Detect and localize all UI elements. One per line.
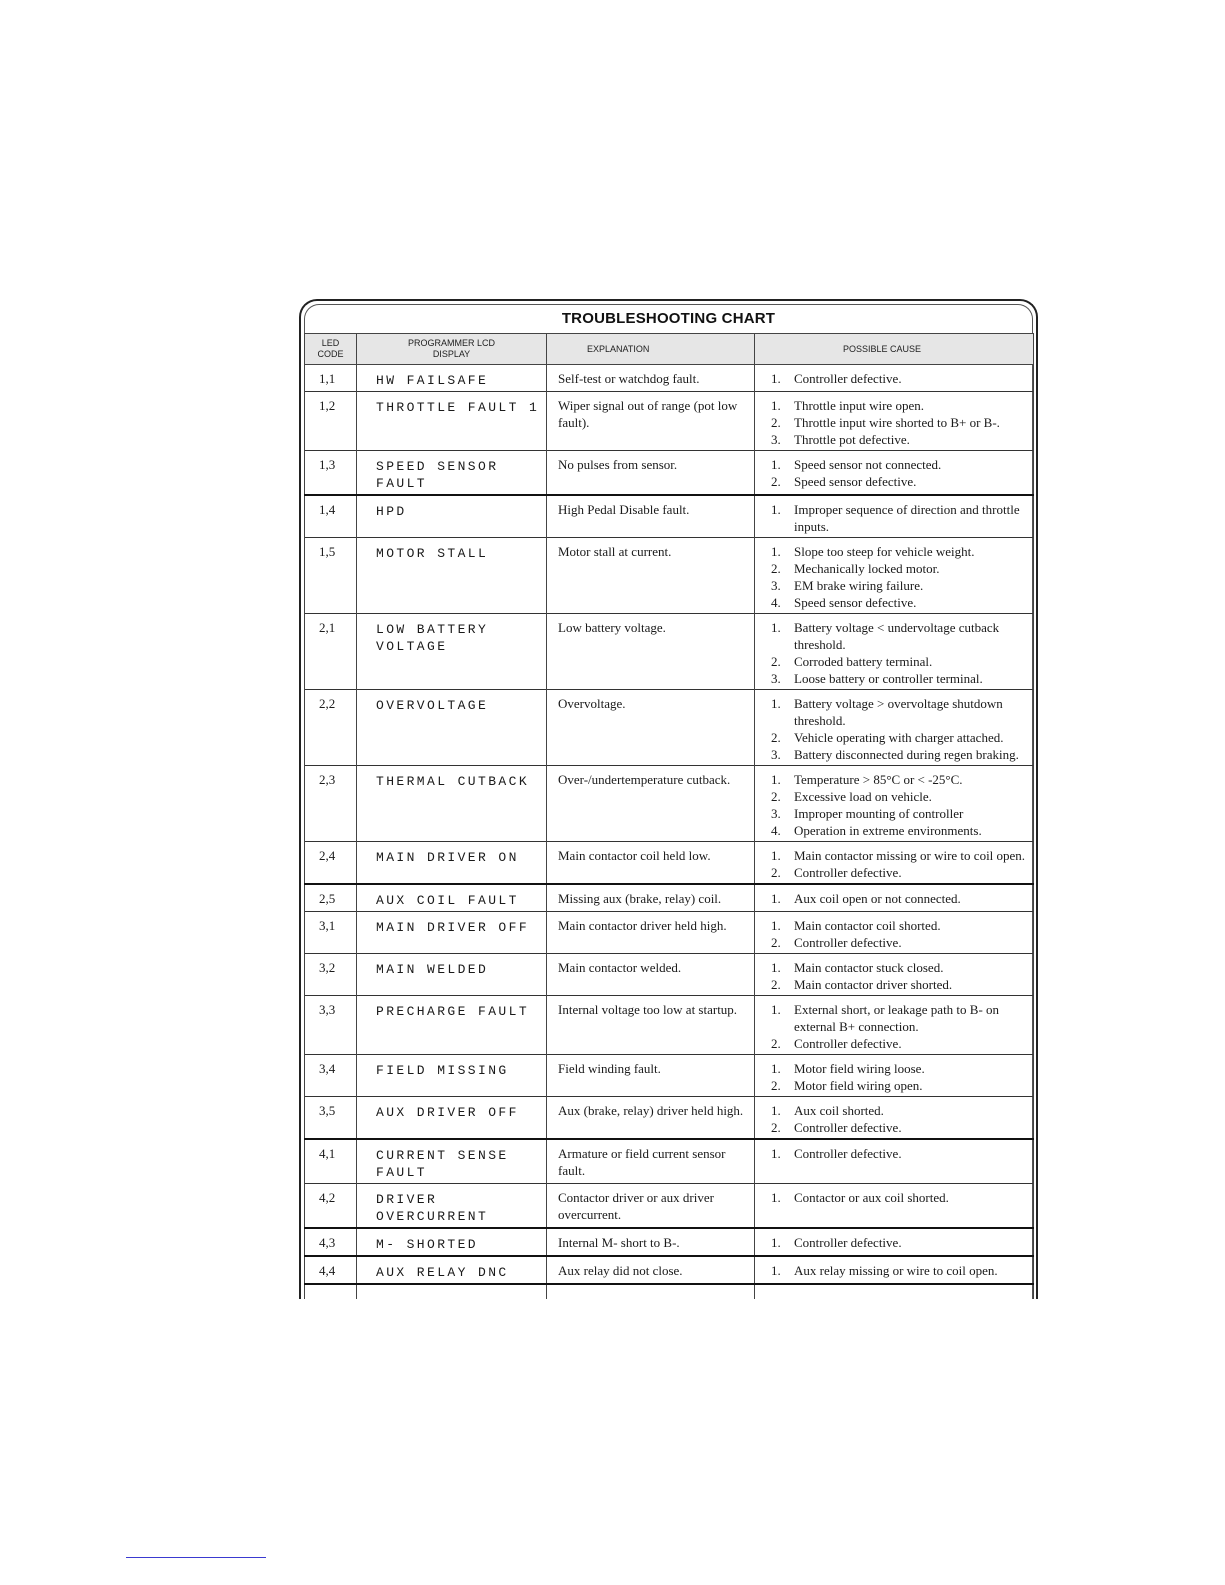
- cause-text: Controller defective.: [794, 1120, 902, 1135]
- cause-text: Aux relay missing or wire to coil open.: [794, 1263, 998, 1278]
- cause-text: Temperature > 85°C or < -25°C.: [794, 772, 963, 787]
- lcd-display-cell: AUX COIL FAULT: [357, 884, 547, 912]
- cause-item: [771, 397, 1029, 414]
- led-code-cell: 3,1: [305, 912, 357, 954]
- cause-list: [771, 1145, 1029, 1162]
- cause-text: Vehicle operating with charger attached.: [794, 730, 1004, 745]
- cause-text: Improper mounting of controller: [794, 806, 964, 821]
- cause-text: Battery disconnected during regen braking.: [794, 747, 1019, 762]
- cause-number: 1.: [771, 457, 781, 472]
- table-body: [305, 365, 1034, 1300]
- table-row: [305, 392, 1034, 451]
- table-row: [305, 1256, 1034, 1284]
- cause-number: 1.: [771, 620, 781, 635]
- led-code-cell: 1,2: [305, 392, 357, 451]
- possible-cause-cell: [755, 1184, 1034, 1229]
- lcd-display-cell: FIELD MISSING: [357, 1055, 547, 1097]
- possible-cause-cell: [755, 1097, 1034, 1140]
- cause-number: 1.: [771, 1002, 781, 1017]
- led-code-cell: 3,3: [305, 996, 357, 1055]
- cause-text: Mechanically locked motor.: [794, 561, 940, 576]
- lcd-display-cell: SPEED SENSOR FAULT: [357, 451, 547, 496]
- cause-item: [771, 695, 1029, 729]
- explanation-cell: Motor stall at current.: [547, 538, 755, 614]
- cause-item: [771, 1035, 1029, 1052]
- table-row: [305, 1228, 1034, 1256]
- cause-text: External short, or leakage path to B- on external B+ connection.: [794, 1002, 1000, 1034]
- possible-cause-cell: [755, 392, 1034, 451]
- cause-item: [771, 1119, 1029, 1136]
- header-explanation: EXPLANATION: [547, 334, 755, 365]
- explanation-cell: Wiper signal out of range (pot low fault).: [547, 392, 755, 451]
- cause-text: Speed sensor defective.: [794, 595, 917, 610]
- explanation-cell: Internal M- short to B-.: [547, 1228, 755, 1256]
- cause-number: 1.: [771, 696, 781, 711]
- table-row: [305, 1097, 1034, 1140]
- cause-text: Excessive load on vehicle.: [794, 789, 932, 804]
- cause-list: [771, 456, 1029, 490]
- possible-cause-cell: [755, 842, 1034, 885]
- cause-number: 4.: [771, 823, 781, 838]
- cause-number: 2.: [771, 561, 781, 576]
- empty-cell: [755, 1284, 1034, 1299]
- cause-text: Main contactor missing or wire to coil open.: [794, 848, 1026, 863]
- table-header-row: [305, 334, 1034, 365]
- cause-item: [771, 1145, 1029, 1162]
- table-row: [305, 1055, 1034, 1097]
- cause-number: 2.: [771, 1036, 781, 1051]
- cause-list: [771, 1102, 1029, 1136]
- cause-item: [771, 1189, 1029, 1206]
- led-code-cell: 3,5: [305, 1097, 357, 1140]
- cause-text: Controller defective.: [794, 1235, 902, 1250]
- cause-text: Speed sensor defective.: [794, 474, 917, 489]
- cause-item: [771, 864, 1029, 881]
- cause-text: Controller defective.: [794, 1036, 902, 1051]
- cause-number: 1.: [771, 371, 781, 386]
- cause-item: [771, 976, 1029, 993]
- led-code-cell: 3,4: [305, 1055, 357, 1097]
- cause-number: 1.: [771, 1263, 781, 1278]
- cause-text: Main contactor driver shorted.: [794, 977, 953, 992]
- table-row: [305, 766, 1034, 842]
- cause-number: 1.: [771, 891, 781, 906]
- lcd-display-cell: MOTOR STALL: [357, 538, 547, 614]
- cause-item: [771, 577, 1029, 594]
- cause-text: Battery voltage < undervoltage cutback threshold.: [794, 620, 1000, 652]
- cause-item: [771, 1102, 1029, 1119]
- cause-number: 2.: [771, 1120, 781, 1135]
- table-row: [305, 365, 1034, 392]
- led-code-cell: 4,2: [305, 1184, 357, 1229]
- cause-text: Controller defective.: [794, 1146, 902, 1161]
- possible-cause-cell: [755, 1256, 1034, 1284]
- possible-cause-cell: [755, 766, 1034, 842]
- cause-item: [771, 847, 1029, 864]
- cause-text: Loose battery or controller terminal.: [794, 671, 983, 686]
- led-code-cell: 1,3: [305, 451, 357, 496]
- cause-list: [771, 1234, 1029, 1251]
- cause-item: [771, 934, 1029, 951]
- cause-item: [771, 788, 1029, 805]
- table-row: [305, 884, 1034, 912]
- led-code-cell: 4,1: [305, 1139, 357, 1184]
- cause-list: [771, 1262, 1029, 1279]
- table-row-empty: [305, 1284, 1034, 1299]
- cause-item: [771, 501, 1029, 535]
- led-code-cell: 2,4: [305, 842, 357, 885]
- cause-number: 2.: [771, 935, 781, 950]
- cause-item: [771, 473, 1029, 490]
- lcd-display-cell: MAIN WELDED: [357, 954, 547, 996]
- lcd-display-cell: HW FAILSAFE: [357, 365, 547, 392]
- footnote-rule: [126, 1557, 266, 1558]
- cause-text: Operation in extreme environments.: [794, 823, 982, 838]
- possible-cause-cell: [755, 1139, 1034, 1184]
- cause-list: [771, 501, 1029, 535]
- cause-item: [771, 594, 1029, 611]
- cause-list: [771, 959, 1029, 993]
- cause-text: Speed sensor not connected.: [794, 457, 942, 472]
- cause-text: Controller defective.: [794, 935, 902, 950]
- cause-number: 2.: [771, 415, 781, 430]
- cause-item: [771, 1234, 1029, 1251]
- lcd-display-cell: CURRENT SENSE FAULT: [357, 1139, 547, 1184]
- table-row: [305, 842, 1034, 885]
- cause-text: Improper sequence of direction and throttle inputs.: [794, 502, 1020, 534]
- cause-list: [771, 917, 1029, 951]
- table-row: [305, 1139, 1034, 1184]
- possible-cause-cell: [755, 954, 1034, 996]
- lcd-display-cell: M- SHORTED: [357, 1228, 547, 1256]
- led-code-cell: 1,1: [305, 365, 357, 392]
- cause-number: 1.: [771, 1235, 781, 1250]
- possible-cause-cell: [755, 451, 1034, 496]
- cause-list: [771, 695, 1029, 763]
- cause-number: 1.: [771, 960, 781, 975]
- cause-number: 3.: [771, 806, 781, 821]
- cause-text: Motor field wiring open.: [794, 1078, 923, 1093]
- cause-number: 1.: [771, 1103, 781, 1118]
- explanation-cell: Missing aux (brake, relay) coil.: [547, 884, 755, 912]
- cause-text: Slope too steep for vehicle weight.: [794, 544, 975, 559]
- cause-item: [771, 670, 1029, 687]
- cause-text: Main contactor coil shorted.: [794, 918, 941, 933]
- table-row: [305, 495, 1034, 538]
- cause-number: 3.: [771, 578, 781, 593]
- cause-number: 3.: [771, 747, 781, 762]
- cause-number: 3.: [771, 671, 781, 686]
- cause-item: [771, 653, 1029, 670]
- chart-title: TROUBLESHOOTING CHART: [561, 310, 776, 327]
- cause-item: [771, 917, 1029, 934]
- led-code-cell: 4,3: [305, 1228, 357, 1256]
- cause-number: 2.: [771, 789, 781, 804]
- explanation-cell: Low battery voltage.: [547, 614, 755, 690]
- cause-item: [771, 729, 1029, 746]
- table-row: [305, 912, 1034, 954]
- possible-cause-cell: [755, 690, 1034, 766]
- cause-number: 1.: [771, 398, 781, 413]
- cause-item: [771, 543, 1029, 560]
- cause-item: [771, 1262, 1029, 1279]
- cause-text: Throttle input wire shorted to B+ or B-.: [794, 415, 1000, 430]
- explanation-cell: High Pedal Disable fault.: [547, 495, 755, 538]
- lcd-display-cell: AUX DRIVER OFF: [357, 1097, 547, 1140]
- led-code-cell: 2,2: [305, 690, 357, 766]
- cause-number: 2.: [771, 730, 781, 745]
- troubleshooting-table: [304, 333, 1034, 1299]
- explanation-cell: Armature or field current sensor fault.: [547, 1139, 755, 1184]
- explanation-cell: Main contactor welded.: [547, 954, 755, 996]
- cause-text: Aux coil open or not connected.: [794, 891, 961, 906]
- explanation-cell: Field winding fault.: [547, 1055, 755, 1097]
- cause-item: [771, 1001, 1029, 1035]
- header-led-code: [305, 334, 357, 365]
- cause-item: [771, 1077, 1029, 1094]
- header-lcd-display: [357, 334, 547, 365]
- led-code-cell: 3,2: [305, 954, 357, 996]
- table-row: [305, 451, 1034, 496]
- table-row: [305, 538, 1034, 614]
- cause-number: 1.: [771, 848, 781, 863]
- cause-list: [771, 847, 1029, 881]
- led-code-cell: 2,3: [305, 766, 357, 842]
- table-row: [305, 614, 1034, 690]
- explanation-cell: Aux relay did not close.: [547, 1256, 755, 1284]
- cause-number: 2.: [771, 474, 781, 489]
- explanation-cell: Contactor driver or aux driver overcurrent.: [547, 1184, 755, 1229]
- lcd-display-cell: AUX RELAY DNC: [357, 1256, 547, 1284]
- cause-item: [771, 370, 1029, 387]
- cause-item: [771, 456, 1029, 473]
- cause-number: 2.: [771, 865, 781, 880]
- cause-item: [771, 746, 1029, 763]
- cause-list: [771, 1060, 1029, 1094]
- table-row: [305, 954, 1034, 996]
- cause-text: Battery voltage > overvoltage shutdown threshold.: [794, 696, 1003, 728]
- led-code-cell: 1,5: [305, 538, 357, 614]
- cause-number: 2.: [771, 1078, 781, 1093]
- table-row: [305, 996, 1034, 1055]
- cause-item: [771, 431, 1029, 448]
- cause-item: [771, 1060, 1029, 1077]
- cause-text: EM brake wiring failure.: [794, 578, 924, 593]
- lcd-display-cell: MAIN DRIVER OFF: [357, 912, 547, 954]
- cause-number: 1.: [771, 1061, 781, 1076]
- cause-text: Throttle input wire open.: [794, 398, 924, 413]
- explanation-cell: Main contactor driver held high.: [547, 912, 755, 954]
- header-lcd-display-label: PROGRAMMER LCD DISPLAY: [407, 338, 495, 359]
- possible-cause-cell: [755, 495, 1034, 538]
- cause-list: [771, 1001, 1029, 1052]
- cause-text: Throttle pot defective.: [794, 432, 910, 447]
- cause-item: [771, 822, 1029, 839]
- cause-list: [771, 1189, 1029, 1206]
- cause-list: [771, 397, 1029, 448]
- led-code-cell: 4,4: [305, 1256, 357, 1284]
- troubleshooting-chart: [299, 299, 1038, 1299]
- cause-text: Controller defective.: [794, 865, 902, 880]
- possible-cause-cell: [755, 884, 1034, 912]
- lcd-display-cell: THROTTLE FAULT 1: [357, 392, 547, 451]
- cause-item: [771, 959, 1029, 976]
- explanation-cell: Internal voltage too low at startup.: [547, 996, 755, 1055]
- cause-list: [771, 543, 1029, 611]
- table-row: [305, 690, 1034, 766]
- empty-cell: [357, 1284, 547, 1299]
- cause-item: [771, 771, 1029, 788]
- cause-text: Controller defective.: [794, 371, 902, 386]
- cause-text: Motor field wiring loose.: [794, 1061, 925, 1076]
- cause-number: 1.: [771, 1190, 781, 1205]
- led-code-cell: 2,5: [305, 884, 357, 912]
- cause-item: [771, 560, 1029, 577]
- table-row: [305, 1184, 1034, 1229]
- cause-list: [771, 370, 1029, 387]
- cause-number: 1.: [771, 772, 781, 787]
- possible-cause-cell: [755, 1228, 1034, 1256]
- cause-text: Contactor or aux coil shorted.: [794, 1190, 949, 1205]
- lcd-display-cell: PRECHARGE FAULT: [357, 996, 547, 1055]
- cause-number: 1.: [771, 502, 781, 517]
- lcd-display-cell: LOW BATTERY VOLTAGE: [357, 614, 547, 690]
- lcd-display-cell: DRIVER OVERCURRENT: [357, 1184, 547, 1229]
- cause-text: Main contactor stuck closed.: [794, 960, 944, 975]
- lcd-display-cell: HPD: [357, 495, 547, 538]
- lcd-display-cell: THERMAL CUTBACK: [357, 766, 547, 842]
- explanation-cell: Aux (brake, relay) driver held high.: [547, 1097, 755, 1140]
- cause-number: 1.: [771, 918, 781, 933]
- empty-cell: [547, 1284, 755, 1299]
- cause-item: [771, 805, 1029, 822]
- header-led-code-label: LED CODE: [317, 338, 344, 359]
- cause-text: Aux coil shorted.: [794, 1103, 884, 1118]
- possible-cause-cell: [755, 1055, 1034, 1097]
- header-possible-cause: POSSIBLE CAUSE: [755, 334, 1034, 365]
- cause-number: 4.: [771, 595, 781, 610]
- explanation-cell: No pulses from sensor.: [547, 451, 755, 496]
- led-code-cell: 1,4: [305, 495, 357, 538]
- cause-number: 2.: [771, 654, 781, 669]
- explanation-cell: Main contactor coil held low.: [547, 842, 755, 885]
- explanation-cell: Overvoltage.: [547, 690, 755, 766]
- cause-number: 1.: [771, 1146, 781, 1161]
- cause-list: [771, 890, 1029, 907]
- possible-cause-cell: [755, 538, 1034, 614]
- cause-number: 1.: [771, 544, 781, 559]
- cause-item: [771, 890, 1029, 907]
- lcd-display-cell: MAIN DRIVER ON: [357, 842, 547, 885]
- cause-number: 2.: [771, 977, 781, 992]
- cause-item: [771, 414, 1029, 431]
- possible-cause-cell: [755, 614, 1034, 690]
- explanation-cell: Self-test or watchdog fault.: [547, 365, 755, 392]
- cause-list: [771, 771, 1029, 839]
- cause-item: [771, 619, 1029, 653]
- lcd-display-cell: OVERVOLTAGE: [357, 690, 547, 766]
- possible-cause-cell: [755, 996, 1034, 1055]
- cause-list: [771, 619, 1029, 687]
- led-code-cell: 2,1: [305, 614, 357, 690]
- possible-cause-cell: [755, 912, 1034, 954]
- cause-number: 3.: [771, 432, 781, 447]
- empty-cell: [305, 1284, 357, 1299]
- possible-cause-cell: [755, 365, 1034, 392]
- explanation-cell: Over-/undertemperature cutback.: [547, 766, 755, 842]
- cause-text: Corroded battery terminal.: [794, 654, 933, 669]
